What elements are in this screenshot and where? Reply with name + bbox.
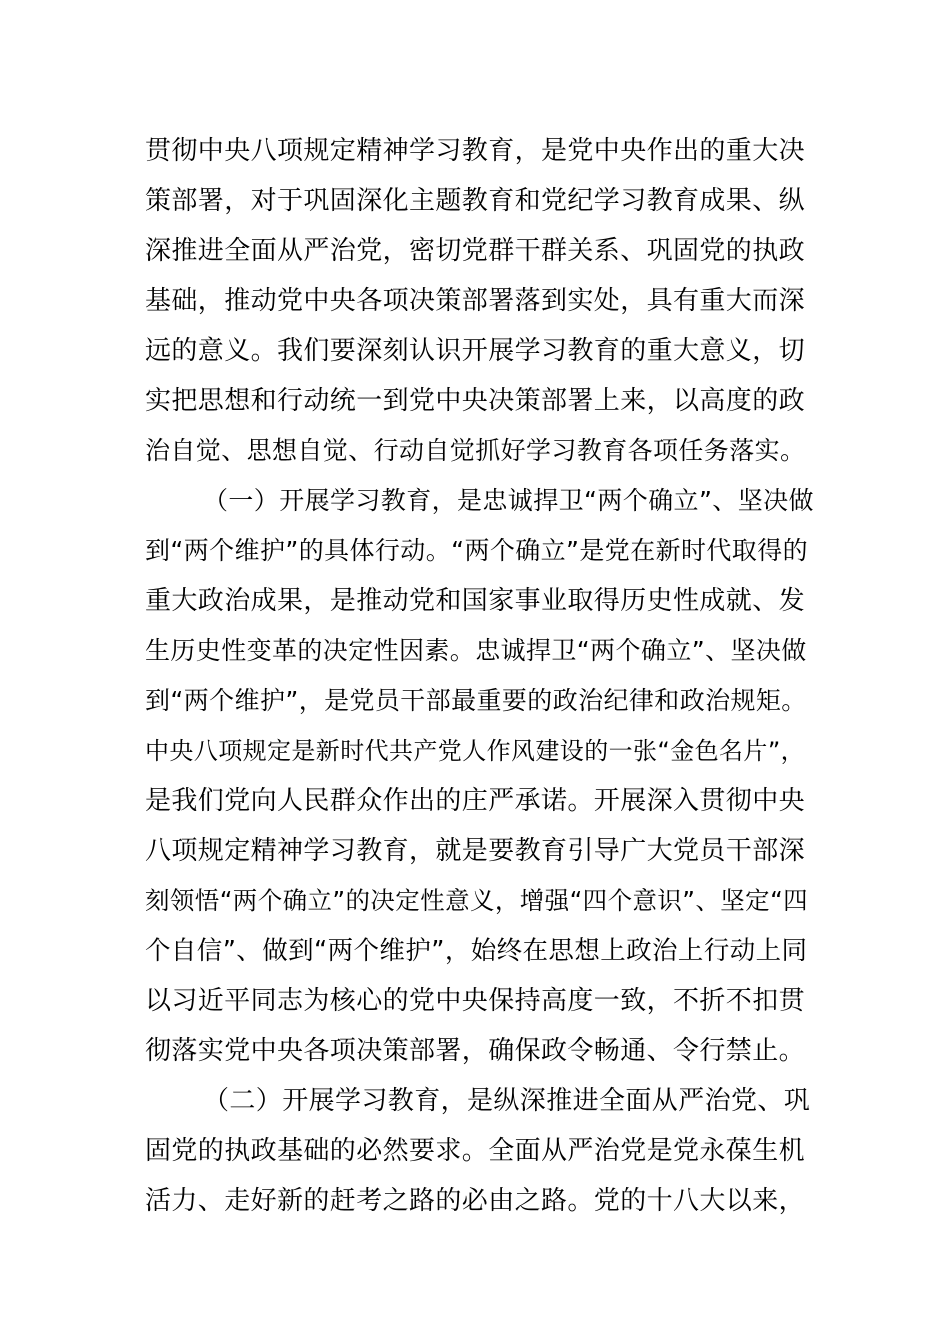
- text-line: 策部署，对于巩固深化主题教育和党纪学习教育成果、纵: [145, 186, 806, 216]
- text-line: 贯彻中央八项规定精神学习教育，是党中央作出的重大决: [145, 136, 806, 166]
- text-line: 刻领悟“两个确立”的决定性意义，增强“四个意识”、坚定“四: [145, 886, 809, 915]
- section-heading-line: （一）开展学习教育，是忠诚捍卫“两个确立”、坚决做: [203, 486, 814, 515]
- section-heading-line: （二）开展学习教育，是纵深推进全面从严治党、巩: [203, 1086, 811, 1116]
- text-line: 是我们党向人民群众作出的庄严承诺。开展深入贯彻中央: [145, 786, 806, 816]
- text-line: 中央八项规定是新时代共产党人作风建设的一张“金色名片”，: [145, 737, 806, 765]
- text-line: 重大政治成果，是推动党和国家事业取得历史性成就、发: [145, 586, 806, 616]
- text-line: 深推进全面从严治党，密切党群干群关系、巩固党的执政: [145, 236, 806, 266]
- text-line: 固党的执政基础的必然要求。全面从严治党是党永葆生机: [145, 1136, 806, 1166]
- text-line: 远的意义。我们要深刻认识开展学习教育的重大意义，切: [145, 336, 806, 366]
- text-line: 实把思想和行动统一到党中央决策部署上来，以高度的政: [145, 386, 806, 416]
- text-line: 到“两个维护”的具体行动。“两个确立”是党在新时代取得的: [145, 536, 809, 565]
- text-line: 个自信”、做到“两个维护”，始终在思想上政治上行动上同: [145, 936, 808, 966]
- text-line: 八项规定精神学习教育，就是要教育引导广大党员干部深: [145, 836, 806, 866]
- text-line: 以习近平同志为核心的党中央保持高度一致，不折不扣贯: [145, 986, 806, 1016]
- text-line: 生历史性变革的决定性因素。忠诚捍卫“两个确立”、坚决做: [145, 636, 807, 665]
- text-line: 到“两个维护”，是党员干部最重要的政治纪律和政治规矩。: [145, 686, 807, 715]
- text-line: 基础，推动党中央各项决策部署落到实处，具有重大而深: [145, 286, 806, 316]
- text-line: 治自觉、思想自觉、行动自觉抓好学习教育各项任务落实。: [145, 436, 806, 465]
- text-line: 彻落实党中央各项决策部署，确保政令畅通、令行禁止。: [145, 1036, 806, 1066]
- document-body: [145, 126, 817, 1226]
- text-line: 活力、走好新的赶考之路的必由之路。党的十八大以来，: [145, 1186, 806, 1216]
